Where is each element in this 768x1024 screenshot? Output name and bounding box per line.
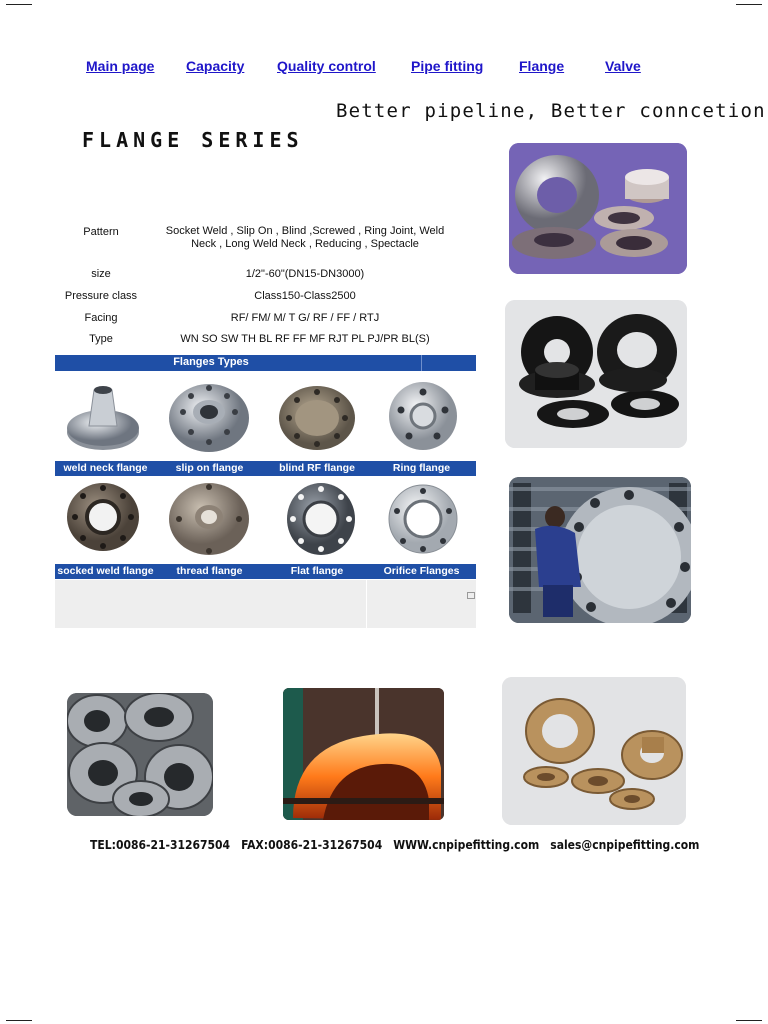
contact-footer <box>90 838 710 852</box>
crop-mark <box>736 1020 762 1021</box>
spec-value-size: 1/2"-60"(DN15-DN3000) <box>245 268 365 280</box>
worker-large-flange-photo <box>509 477 691 623</box>
nav-flange[interactable]: Flange <box>519 58 565 74</box>
spec-label-facing: Facing <box>84 312 118 324</box>
caption-row-2 <box>55 564 476 579</box>
nav-valve[interactable]: Valve <box>605 58 641 74</box>
footer-email[interactable]: sales@cnpipefitting.com <box>550 838 700 852</box>
spec-label-size: size <box>91 268 111 280</box>
divider <box>366 580 367 628</box>
flange-products-photo <box>509 143 687 274</box>
caption-flat-flange: Flat flange <box>290 565 344 577</box>
spec-value-pressure: Class150-Class2500 <box>254 290 356 302</box>
flanges-types-header <box>55 355 476 371</box>
spec-value-facing: RF/ FM/ M/ T G/ RF / FF / RTJ <box>230 312 380 324</box>
caption-socked-weld-flange: socked weld flange <box>57 565 154 577</box>
nav-pipe-fitting[interactable]: Pipe fitting <box>411 58 484 74</box>
spec-label-pressure: Pressure class <box>64 290 138 302</box>
caption-ring-flange: Ring flange <box>392 462 451 474</box>
orifice-flange-image <box>378 478 468 560</box>
slip-on-flange-image <box>164 375 254 457</box>
black-flanges-photo <box>505 300 687 448</box>
flat-flange-image <box>276 478 366 560</box>
crop-mark <box>6 4 32 5</box>
ring-flange-image <box>378 375 468 457</box>
spec-value-pattern: Socket Weld , Slip On , Blind ,Screwed , Ring Joint, Weld Neck , Long Weld Neck , Reducing , Spectacle <box>165 225 445 250</box>
flanges-types-title: Flanges Types <box>173 356 249 368</box>
caption-row-1 <box>55 461 476 476</box>
socket-weld-flange-image <box>58 478 148 560</box>
footer-tel: TEL:0086-21-31267504 <box>90 838 231 852</box>
spec-label-type: Type <box>89 333 113 345</box>
weld-neck-flange-image <box>58 375 148 457</box>
crop-mark <box>736 4 762 5</box>
spec-label-pattern: Pattern <box>83 226 119 238</box>
page-title: FLANGE SERIES <box>82 128 304 152</box>
thread-flange-image <box>164 478 254 560</box>
spec-value-type: WN SO SW TH BL RF FF MF RJT PL PJ/PR BL(S) <box>180 333 430 345</box>
footer-fax: FAX:0086-21-31267504 <box>241 838 383 852</box>
footer-website[interactable]: WWW.cnpipefitting.com <box>393 838 540 852</box>
caption-thread-flange: thread flange <box>176 565 243 577</box>
divider <box>421 355 422 371</box>
nav-main-page[interactable]: Main page <box>86 58 155 74</box>
caption-slip-on-flange: slip on flange <box>175 462 244 474</box>
caption-orifice-flanges: Orifice Flanges <box>383 565 460 577</box>
slogan: Better pipeline, Better conncetion <box>336 100 766 122</box>
brass-flanges-photo <box>502 677 686 825</box>
nav-quality-control[interactable]: Quality control <box>277 58 376 74</box>
blind-rf-flange-image <box>272 375 362 457</box>
crop-mark <box>6 1020 32 1021</box>
stacked-flanges-photo <box>67 693 213 816</box>
caption-blind-rf-flange: blind RF flange <box>279 462 355 474</box>
caption-weld-neck-flange: weld neck flange <box>63 462 148 474</box>
table-footer-area <box>55 580 476 628</box>
small-image-placeholder-icon <box>467 592 475 599</box>
forging-furnace-photo <box>283 688 444 820</box>
nav-capacity[interactable]: Capacity <box>186 58 245 74</box>
